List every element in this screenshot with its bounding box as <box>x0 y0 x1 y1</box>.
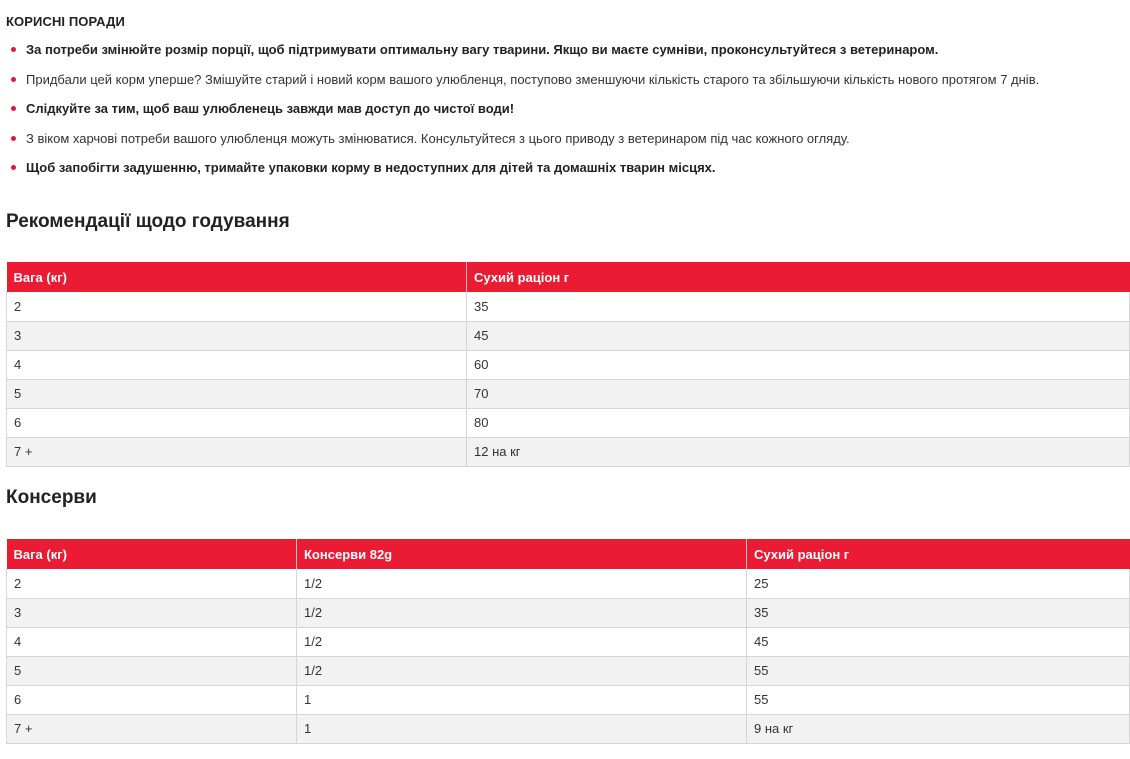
table-row <box>7 714 1130 743</box>
tips-list <box>0 40 1130 188</box>
tip-text: За потреби змінюйте розмір порції, щоб підтримувати оптимальну вагу тварини. Якщо ви маєте сумніви, проконсультуйтеся з ветеринаром. <box>26 42 939 57</box>
tip-text: З віком харчові потреби вашого улюбленця можуть змінюватися. Консультуйтеся з цього приводу з ветеринаром під час кожного огляду. <box>26 130 850 146</box>
tip-text: Щоб запобігти задушенню, тримайте упаковки корму в недоступних для дітей та домашніх тварин місцях. <box>26 160 716 175</box>
tip-item <box>0 70 1130 100</box>
tip-text: Придбали цей корм уперше? Змішуйте старий і новий корм вашого улюбленця, поступово зменшуючи кількість старого та збільшуючи кількість нового протягом 7 днів. <box>26 71 1040 87</box>
cell-weight: 6 <box>7 685 297 714</box>
tip-item <box>0 158 1130 188</box>
cell-dry-ration: 45 <box>747 627 1130 656</box>
cell-weight: 5 <box>7 379 467 408</box>
tip-item <box>0 40 1130 70</box>
table-row <box>7 627 1130 656</box>
cell-dry-ration: 45 <box>467 321 1130 350</box>
cell-cans: 1 <box>297 714 747 743</box>
table-row <box>7 379 1130 408</box>
table-row <box>7 656 1130 685</box>
cell-cans: 1/2 <box>297 656 747 685</box>
cell-cans: 1 <box>297 685 747 714</box>
table-row <box>7 408 1130 437</box>
cell-weight: 6 <box>7 408 467 437</box>
header-cans: Консерви 82g <box>297 539 747 569</box>
cell-cans: 1/2 <box>297 627 747 656</box>
table-header-row <box>7 262 1130 292</box>
header-weight: Вага (кг) <box>7 262 467 292</box>
feeding-title: Рекомендації щодо годування <box>6 211 290 232</box>
cell-weight: 7 + <box>7 714 297 743</box>
cell-dry-ration: 70 <box>467 379 1130 408</box>
cell-dry-ration: 55 <box>747 685 1130 714</box>
cell-cans: 1/2 <box>297 569 747 598</box>
table-header-row <box>7 539 1130 569</box>
cell-weight: 3 <box>7 598 297 627</box>
cans-title: Консерви <box>6 487 97 508</box>
cell-dry-ration: 55 <box>747 656 1130 685</box>
header-dry-ration: Сухий раціон г <box>467 262 1130 292</box>
table-row <box>7 569 1130 598</box>
tip-item <box>0 129 1130 159</box>
table-row <box>7 321 1130 350</box>
cell-dry-ration: 9 на кг <box>747 714 1130 743</box>
table-row <box>7 598 1130 627</box>
cell-weight: 4 <box>7 350 467 379</box>
cell-weight: 3 <box>7 321 467 350</box>
header-weight: Вага (кг) <box>7 539 297 569</box>
tips-title: КОРИСНІ ПОРАДИ <box>6 14 125 29</box>
bullet-icon <box>11 106 16 111</box>
table-row <box>7 685 1130 714</box>
table-row <box>7 292 1130 321</box>
header-dry-ration: Сухий раціон г <box>747 539 1130 569</box>
bullet-icon <box>11 47 16 52</box>
cell-dry-ration: 35 <box>747 598 1130 627</box>
cell-dry-ration: 80 <box>467 408 1130 437</box>
bullet-icon <box>11 77 16 82</box>
bullet-icon <box>11 165 16 170</box>
table-row <box>7 437 1130 466</box>
tip-item <box>0 99 1130 129</box>
cell-dry-ration: 60 <box>467 350 1130 379</box>
bullet-icon <box>11 136 16 141</box>
cell-weight: 7 + <box>7 437 467 466</box>
cell-dry-ration: 12 на кг <box>467 437 1130 466</box>
cans-table <box>6 539 1130 744</box>
table-row <box>7 350 1130 379</box>
cell-weight: 2 <box>7 569 297 598</box>
cell-cans: 1/2 <box>297 598 747 627</box>
cell-weight: 5 <box>7 656 297 685</box>
cell-weight: 2 <box>7 292 467 321</box>
cell-dry-ration: 35 <box>467 292 1130 321</box>
cell-weight: 4 <box>7 627 297 656</box>
tip-text: Слідкуйте за тим, щоб ваш улюбленець завжди мав доступ до чистої води! <box>26 101 515 116</box>
feeding-table <box>6 262 1130 467</box>
cell-dry-ration: 25 <box>747 569 1130 598</box>
